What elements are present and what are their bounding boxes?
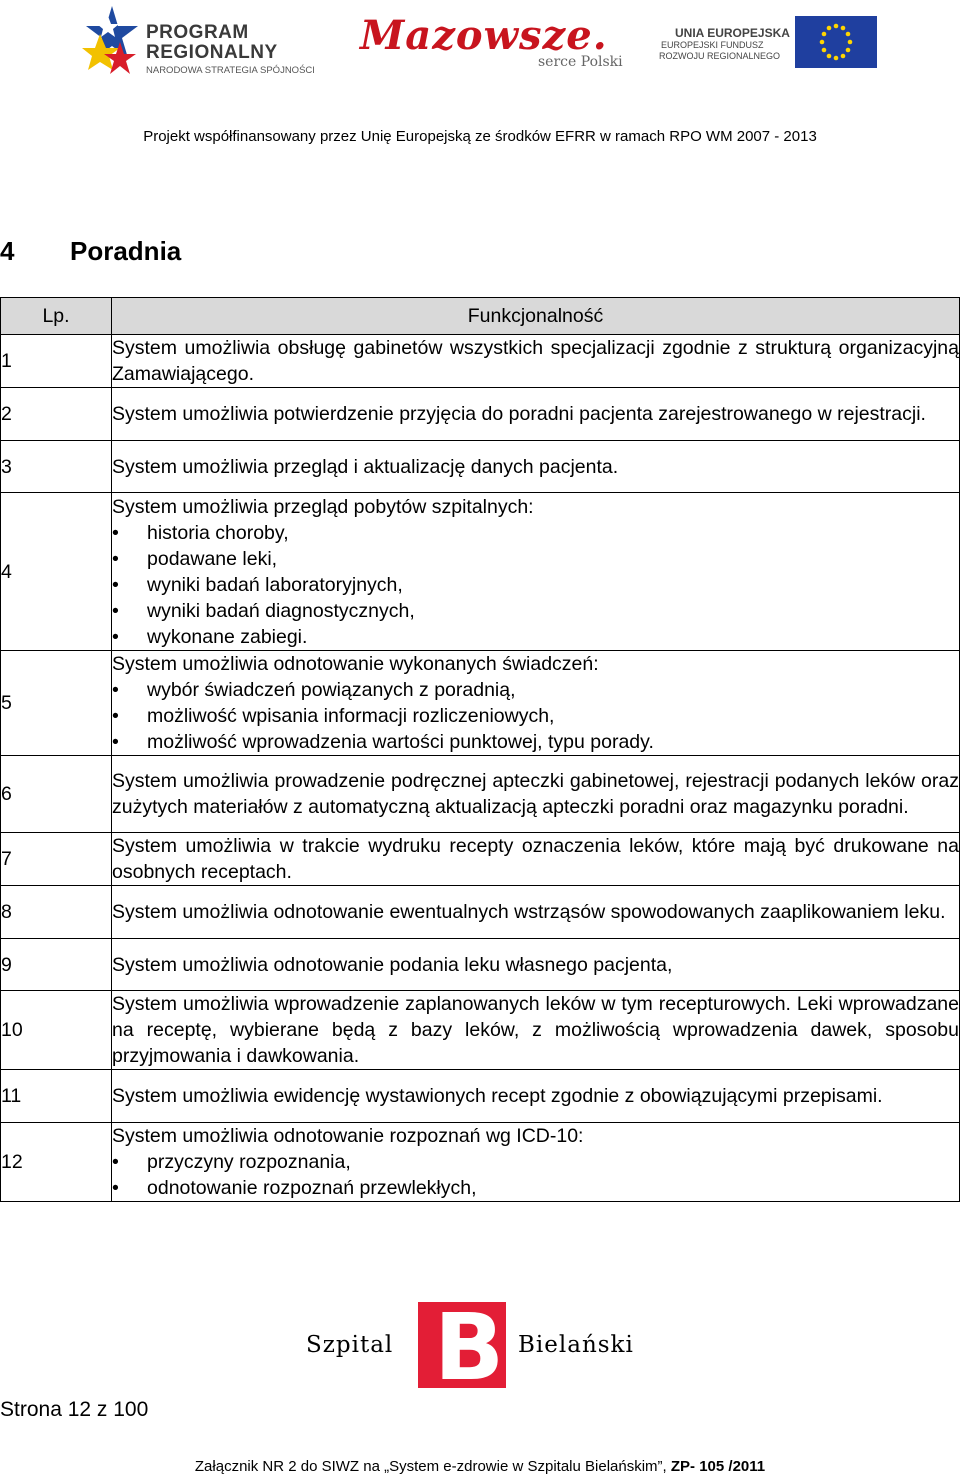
footer-note-text: Załącznik NR 2 do SIWZ na „System e-zdrowie w Szpitalu Bielańskim”,	[194, 1458, 667, 1475]
row-number: 6	[1, 756, 112, 833]
list-item: • podawane leki,	[112, 546, 959, 572]
eu-line2: EUROPEJSKI FUNDUSZ	[661, 40, 764, 50]
page-number: Strona 12 z 100	[0, 1398, 149, 1421]
table-row	[1, 388, 960, 441]
row-number: 3	[1, 441, 112, 493]
table-row	[1, 1123, 960, 1202]
functionality-table	[0, 297, 960, 1202]
row-text: System umożliwia przegląd i aktualizację danych pacjenta.	[112, 441, 960, 493]
star-emblem-icon	[82, 4, 142, 82]
eu-line1: UNIA EUROPEJSKA	[675, 26, 790, 40]
row-number: 12	[1, 1123, 112, 1202]
list-item: • wyniki badań laboratoryjnych,	[112, 572, 959, 598]
footer-note-ref: ZP- 105 /2011	[670, 1458, 766, 1475]
list-item: • wykonane zabiegi.	[112, 624, 959, 650]
list-item: • wybór świadczeń powiązanych z poradnią,	[112, 677, 959, 703]
mazowsze-title: Mazowsze.	[360, 12, 608, 59]
bullet-list	[112, 677, 959, 755]
logo-mark-letter: B	[434, 1294, 505, 1401]
header-logos	[0, 0, 960, 90]
table-row	[1, 335, 960, 388]
table-header-row	[1, 298, 960, 335]
table-row	[1, 833, 960, 886]
row-number: 1	[1, 335, 112, 388]
row-text: System umożliwia przegląd pobytów szpitalnych:	[112, 495, 534, 518]
szpital-bielanski-logo	[300, 1294, 660, 1401]
list-item: • przyczyny rozpoznania,	[112, 1149, 959, 1175]
eu-line3: ROZWOJU REGIONALNEGO	[659, 51, 781, 61]
eu-flag-icon	[795, 16, 877, 68]
mazowsze-logo	[360, 6, 623, 76]
row-number: 9	[1, 939, 112, 991]
table-row	[1, 493, 960, 651]
row-number: 10	[1, 991, 112, 1070]
row-text: System umożliwia obsługę gabinetów wszystkich specjalizacji zgodnie z strukturą organizacyjną Zamawiającego.	[112, 335, 960, 388]
list-item: • wyniki badań diagnostycznych,	[112, 598, 959, 624]
table-row	[1, 756, 960, 833]
b-mark-icon	[418, 1294, 506, 1401]
table-row	[1, 1070, 960, 1123]
mazowsze-subtitle: serce Polski	[538, 54, 623, 70]
row-number: 8	[1, 886, 112, 939]
row-content	[112, 493, 960, 651]
eu-logo	[655, 16, 880, 68]
row-text: System umożliwia w trakcie wydruku recepty oznaczenia leków, które mają być drukowane na osobnych receptach.	[112, 833, 960, 886]
logo-word-right: Bielański	[518, 1332, 634, 1358]
row-text: System umożliwia potwierdzenie przyjęcia do poradni pacjenta zarejestrowanego w rejestracji.	[112, 388, 960, 441]
bullet-list	[112, 520, 959, 650]
table-row	[1, 991, 960, 1070]
bullet-list	[112, 1149, 959, 1201]
program-line3: NARODOWA STRATEGIA SPÓJNOŚCI	[146, 65, 315, 76]
list-item: • możliwość wpisania informacji rozliczeniowych,	[112, 703, 959, 729]
row-text: System umożliwia odnotowanie podania leku własnego pacjenta,	[112, 939, 960, 991]
table-row	[1, 651, 960, 756]
list-item: • odnotowanie rozpoznań przewlekłych,	[112, 1175, 959, 1201]
row-content	[112, 1123, 960, 1202]
row-text: System umożliwia odnotowanie rozpoznań wg ICD-10:	[112, 1125, 584, 1147]
column-header-functionality: Funkcjonalność	[112, 298, 960, 335]
table-row	[1, 441, 960, 493]
row-number: 4	[1, 493, 112, 651]
program-regionalny-logo	[82, 4, 332, 82]
row-number: 11	[1, 1070, 112, 1123]
program-line1: PROGRAM	[146, 22, 249, 43]
row-number: 7	[1, 833, 112, 886]
section-title: Poradnia	[70, 236, 182, 266]
list-item: • historia choroby,	[112, 520, 959, 546]
section-number: 4	[0, 236, 15, 266]
column-header-lp: Lp.	[1, 298, 112, 335]
row-content	[112, 651, 960, 756]
row-text: System umożliwia prowadzenie podręcznej apteczki gabinetowej, rejestracji podanych leków oraz zużytych materiałów z automatyczną aktualizacją apteczki poradni oraz magazynku poradni.	[112, 756, 960, 833]
list-item: • możliwość wprowadzenia wartości punktowej, typu porady.	[112, 729, 959, 755]
row-text: System umożliwia odnotowanie ewentualnych wstrząsów spowodowanych zaaplikowaniem leku.	[112, 886, 960, 939]
row-number: 5	[1, 651, 112, 756]
table-row	[1, 886, 960, 939]
table-row	[1, 939, 960, 991]
cofinancing-note: Projekt współfinansowany przez Unię Europejską ze środków EFRR w ramach RPO WM 2007 - 2013	[143, 128, 817, 145]
row-text: System umożliwia ewidencję wystawionych recept zgodnie z obowiązującymi przepisami.	[112, 1070, 960, 1123]
row-text: System umożliwia wprowadzenie zaplanowanych leków w tym recepturowych. Leki wprowadzane na receptę, wybierane będą z bazy leków, z możliwością wprowadzenia dawek, sposobu przyjmowania i dawkowania.	[112, 991, 960, 1070]
row-text: System umożliwia odnotowanie wykonanych świadczeń:	[112, 653, 599, 675]
logo-word-left: Szpital	[306, 1332, 394, 1358]
footer-note	[0, 1458, 960, 1475]
row-number: 2	[1, 388, 112, 441]
program-line2: REGIONALNY	[146, 42, 278, 63]
